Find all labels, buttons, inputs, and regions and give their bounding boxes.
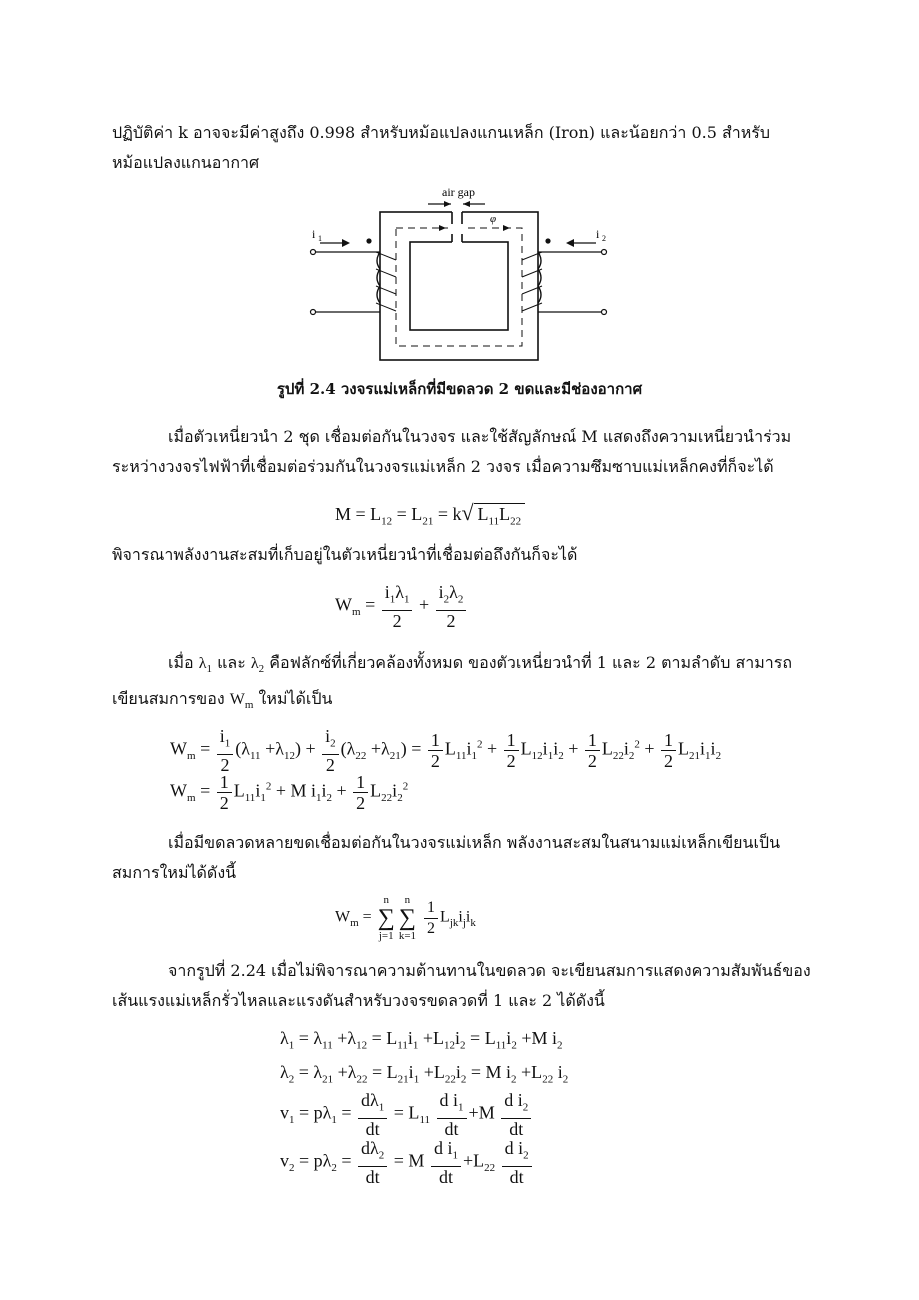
- equation-energy-sum: $W_m = n$ ∑ j=1n ∑ k=1 $\frac{1}{2}$ $L_{jk}i_ji_k$: [335, 894, 476, 942]
- flux-label: φ: [490, 213, 497, 225]
- figure-caption: รูปที่ 2.4 วงจรแม่เหล็กที่มีขดลวด 2 ขดและมีช่องอากาศ: [276, 380, 643, 398]
- i1-label: i: [312, 227, 316, 241]
- paragraph-multiple-coils: เมื่อมีขดลวดหลายขดเชื่อมต่อกันในวงจรแม่เหล็ก พลังงานสะสมในสนามแม่เหล็กเขียนเป็นสมการใหม่ได้ดังนี้: [112, 833, 780, 882]
- paragraph-stored-energy: พิจารณาพลังงานสะสมที่เก็บอยู่ในตัวเหนี่ยวนำที่เชื่อมต่อถึงกันก็จะได้: [112, 545, 578, 564]
- equation-v2: $v_2 = p\lambda_2$ = $\frac{d\lambda_2}{dt}$ = M $\frac{d i_1}{dt}$ $+L_{22}$ $\frac{d i_2}{dt}$: [280, 1138, 534, 1187]
- equation-v1: $v_1 = p\lambda_1$ = $\frac{d\lambda_1}{dt}$ = $L_{11}$ $\frac{d i_1}{dt}$ +M $\frac{d i_2}{dt}$: [280, 1090, 533, 1139]
- paragraph-k-values: ปฏิบัติค่า k อาจจะมีค่าสูงถึง 0.998 สำหรับหม้อแปลงแกนเหล็ก (Iron) และน้อยกว่า 0.5 สำหรับหม้อแปลงแกนอากาศ: [112, 123, 771, 172]
- i2-label: i: [596, 227, 600, 241]
- svg-text:2: 2: [602, 234, 606, 243]
- paragraph-leakage-flux: จากรูปที่ 2.24 เมื่อไม่พิจารณาความต้านทานในขดลวด จะเขียนสมการแสดงความสัมพันธ์ของเส้นแรงแม่เหล็กรั่วไหลและแรงดันสำหรับวงจรขดลวดที่ 1 และ 2 ได้ดังนี้: [112, 961, 811, 1010]
- transformer-figure: [300, 180, 620, 370]
- equation-lambda-1: $\lambda_1 = \lambda_{11} +\lambda_{12} = L_{11}i_1 +L_{12}i_2 = L_{11}i_2 +M$ $i_2$: [280, 1028, 563, 1052]
- equation-lambda-2: $\lambda_2 = \lambda_{21} +\lambda_{22} = L_{21}i_1 +L_{22}i_2 = M$ $i_2 +L_{22}$ $i_2$: [280, 1062, 569, 1086]
- paragraph-flux-linkage: เมื่อ $\lambda_1$ และ $\lambda_2$ คือฟลักซ์ที่เกี่ยวคล้องทั้งหมด ของตัวเหนี่ยวนำที่ 1 และ 2 ตามลำดับ สามารถเขียนสมการของ $W_m$ ใหม่ได้เป็น: [112, 653, 792, 712]
- flux-linkage-text-and: และ: [217, 653, 246, 672]
- equation-energy-expanded: $W_m$ = $\frac{i_1}{2}$ $(\lambda_{11} +\lambda_{12})$ + $\frac{i_2}{2}$ $(\lambda_{22} +\lambda_{21})$ = $\frac{1}{2}$ $L_{11}i_1^2$ + $\frac{1}{2}$ $L_{12}i_1i_2$ + $\frac{1}{2}$ $L_{22}i_2^2$ + $\frac{1}{2}$ $L_{21}i_1i_2$: [170, 726, 722, 775]
- equation-mutual-inductance: $M = L_{12} = L_{21} = k√$ $L_{11}L_{22}$: [335, 500, 525, 528]
- equation-stored-energy: $W_m$ = $\frac{i_1\lambda_1}{2}$ + $\frac{i_2\lambda_2}{2}$: [335, 582, 468, 631]
- flux-linkage-text-body: คือฟลักซ์ที่เกี่ยวคล้องทั้งหมด ของตัวเหนี่ยวนำที่ 1 และ 2 ตามลำดับ สามารถเขียนสมการของ: [112, 653, 792, 709]
- equation-energy-simplified: $W_m$ = $\frac{1}{2}$ $L_{11}i_1^2 + M$ $i_1i_2$ + $\frac{1}{2}$ $L_{22}i_2^2$: [170, 772, 409, 813]
- flux-linkage-text-when: เมื่อ: [168, 653, 194, 672]
- paragraph-mutual-inductance: เมื่อตัวเหนี่ยวนำ 2 ชุด เชื่อมต่อกันในวงจร และใช้สัญลักษณ์ M แสดงถึงความเหนี่ยวนำร่วมระหว่างวงจรไฟฟ้าที่เชื่อมต่อร่วมกันในวงจรแม่เหล็ก 2 วงจร เมื่อความซึมซาบแม่เหล็กคงที่ก็จะได้: [112, 427, 792, 476]
- flux-linkage-text-new: ใหม่ได้เป็น: [258, 689, 333, 709]
- svg-text:1: 1: [318, 234, 322, 243]
- air-gap-label: air gap: [442, 185, 475, 199]
